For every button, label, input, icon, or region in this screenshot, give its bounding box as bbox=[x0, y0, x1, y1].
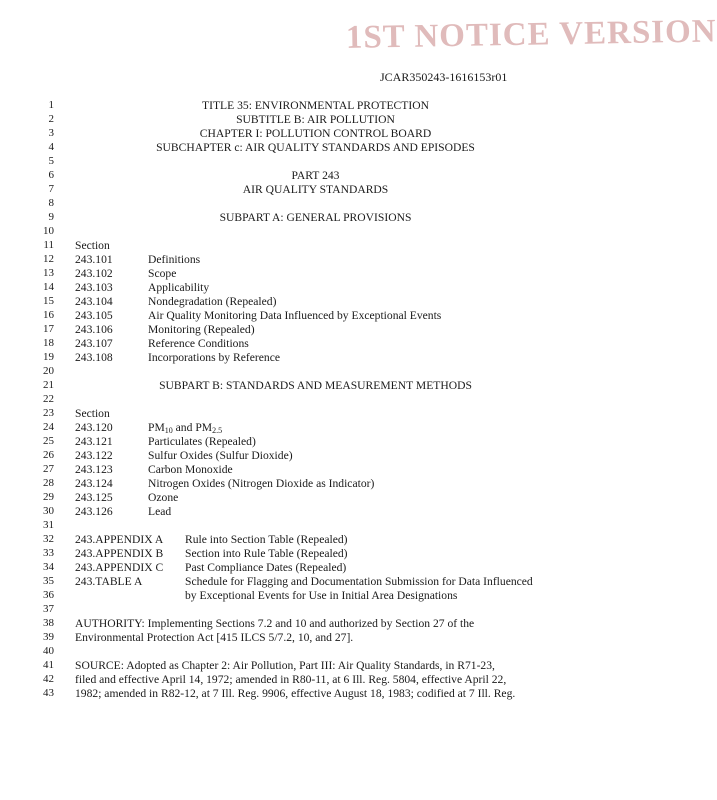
line-number: 30 bbox=[43, 505, 54, 517]
subchapter-heading: SUBCHAPTER c: AIR QUALITY STANDARDS AND EPISODES bbox=[156, 141, 475, 154]
section-label: Section bbox=[75, 407, 110, 420]
line-number: 38 bbox=[43, 617, 54, 629]
source-text: SOURCE: Adopted as Chapter 2: Air Pollution, Part III: Air Quality Standards, in R71-23, bbox=[75, 659, 495, 672]
section-number: 243.120 bbox=[75, 421, 113, 434]
pm25-subscript: 2.5 bbox=[212, 426, 223, 435]
section-number: 243.125 bbox=[75, 491, 113, 504]
line-number: 20 bbox=[43, 365, 54, 377]
line-number: 32 bbox=[43, 533, 54, 545]
line-number: 16 bbox=[43, 309, 54, 321]
appendix-number: 243.TABLE A bbox=[75, 575, 143, 588]
line-number: 24 bbox=[43, 421, 54, 433]
section-title: Incorporations by Reference bbox=[148, 351, 280, 364]
line-number: 25 bbox=[43, 435, 54, 447]
section-number: 243.126 bbox=[75, 505, 113, 518]
appendix-number: 243.APPENDIX B bbox=[75, 547, 164, 560]
appendix-title: Past Compliance Dates (Repealed) bbox=[185, 561, 347, 574]
section-title: Carbon Monoxide bbox=[148, 463, 233, 476]
line-number: 31 bbox=[43, 519, 54, 531]
section-number: 243.103 bbox=[75, 281, 113, 294]
subtitle-heading: SUBTITLE B: AIR POLLUTION bbox=[236, 113, 395, 126]
part-number: PART 243 bbox=[291, 169, 340, 182]
line-number: 2 bbox=[48, 113, 54, 125]
line-number: 36 bbox=[43, 589, 54, 601]
section-title: Monitoring (Repealed) bbox=[148, 323, 255, 336]
section-number: 243.108 bbox=[75, 351, 113, 364]
line-number: 11 bbox=[43, 239, 54, 251]
section-title: Definitions bbox=[148, 253, 201, 266]
and-text: and bbox=[172, 421, 196, 434]
line-number: 3 bbox=[48, 127, 54, 139]
line-number: 6 bbox=[48, 169, 54, 181]
pm-label: PM bbox=[148, 421, 165, 434]
pm10-subscript: 10 bbox=[164, 426, 173, 435]
line-number: 17 bbox=[43, 323, 54, 335]
line-number: 43 bbox=[43, 687, 54, 699]
source-text: filed and effective April 14, 1972; amended in R80-11, at 6 Ill. Reg. 5804, effective April 22, bbox=[75, 673, 507, 686]
line-number: 8 bbox=[48, 197, 54, 209]
notice-version-stamp: 1ST NOTICE VERSION bbox=[345, 13, 717, 56]
section-label: Section bbox=[75, 239, 110, 252]
appendix-title: Rule into Section Table (Repealed) bbox=[185, 533, 348, 546]
document-id: JCAR350243-1616153r01 bbox=[380, 70, 508, 84]
section-number: 243.123 bbox=[75, 463, 113, 476]
line-number: 10 bbox=[43, 225, 54, 237]
section-number: 243.122 bbox=[75, 449, 113, 462]
line-number: 18 bbox=[43, 337, 54, 349]
section-number: 243.106 bbox=[75, 323, 113, 336]
section-title: Applicability bbox=[148, 281, 210, 294]
section-number: 243.105 bbox=[75, 309, 113, 322]
section-title: Particulates (Repealed) bbox=[148, 435, 256, 448]
line-number: 15 bbox=[43, 295, 54, 307]
section-title: Nondegradation (Repealed) bbox=[148, 295, 277, 308]
line-number: 41 bbox=[43, 659, 54, 671]
section-number: 243.102 bbox=[75, 267, 113, 280]
line-number: 13 bbox=[43, 267, 54, 279]
chapter-heading: CHAPTER I: POLLUTION CONTROL BOARD bbox=[199, 127, 432, 140]
section-title: Air Quality Monitoring Data Influenced by Exceptional Events bbox=[148, 309, 442, 322]
section-title: Ozone bbox=[148, 491, 179, 504]
line-number: 29 bbox=[43, 491, 54, 503]
section-number: 243.104 bbox=[75, 295, 113, 308]
line-number: 40 bbox=[43, 645, 54, 657]
title-heading: TITLE 35: ENVIRONMENTAL PROTECTION bbox=[202, 99, 429, 112]
subpart-a-heading: SUBPART A: GENERAL PROVISIONS bbox=[219, 211, 412, 224]
section-title: Scope bbox=[148, 267, 177, 280]
source-text: 1982; amended in R82-12, at 7 Ill. Reg. 9906, effective August 18, 1983; codified at 7 Ill. Reg. bbox=[75, 687, 516, 700]
appendix-title: Section into Rule Table (Repealed) bbox=[185, 547, 348, 560]
section-number: 243.107 bbox=[75, 337, 113, 350]
section-title: Sulfur Oxides (Sulfur Dioxide) bbox=[148, 449, 293, 462]
authority-text: Environmental Protection Act [415 ILCS 5/7.2, 10, and 27]. bbox=[75, 631, 354, 644]
subpart-b-heading: SUBPART B: STANDARDS AND MEASUREMENT METHODS bbox=[159, 379, 472, 392]
line-number: 34 bbox=[43, 561, 54, 573]
line-number: 42 bbox=[43, 673, 54, 685]
section-title: Nitrogen Oxides (Nitrogen Dioxide as Indicator) bbox=[148, 477, 375, 490]
line-number: 39 bbox=[43, 631, 54, 643]
line-number: 22 bbox=[43, 393, 54, 405]
line-number: 14 bbox=[43, 281, 54, 293]
line-number: 5 bbox=[48, 155, 54, 167]
line-number: 28 bbox=[43, 477, 54, 489]
pm-label: PM bbox=[195, 421, 213, 434]
section-number: 243.121 bbox=[75, 435, 113, 448]
line-number: 1 bbox=[48, 99, 54, 111]
appendix-title: Schedule for Flagging and Documentation Submission for Data Influenced bbox=[185, 575, 533, 588]
line-number: 37 bbox=[43, 603, 54, 615]
section-title: Reference Conditions bbox=[148, 337, 249, 350]
line-number: 23 bbox=[43, 407, 54, 419]
line-number: 27 bbox=[43, 463, 54, 475]
line-number: 4 bbox=[48, 141, 54, 153]
section-number: 243.101 bbox=[75, 253, 113, 266]
part-name: AIR QUALITY STANDARDS bbox=[242, 183, 389, 196]
line-number: 26 bbox=[43, 449, 54, 461]
appendix-title-continued: by Exceptional Events for Use in Initial Area Designations bbox=[185, 589, 458, 602]
authority-text: AUTHORITY: Implementing Sections 7.2 and 10 and authorized by Section 27 of the bbox=[75, 617, 475, 630]
section-number: 243.124 bbox=[75, 477, 113, 490]
line-number: 7 bbox=[48, 183, 54, 195]
line-number: 33 bbox=[43, 547, 54, 559]
line-number: 12 bbox=[43, 253, 54, 265]
line-number: 21 bbox=[43, 379, 54, 391]
line-number: 35 bbox=[43, 575, 54, 587]
section-title: Lead bbox=[148, 505, 172, 518]
appendix-number: 243.APPENDIX C bbox=[75, 561, 164, 574]
line-number: 9 bbox=[48, 211, 54, 223]
appendix-number: 243.APPENDIX A bbox=[75, 533, 164, 546]
line-number: 19 bbox=[43, 351, 54, 363]
